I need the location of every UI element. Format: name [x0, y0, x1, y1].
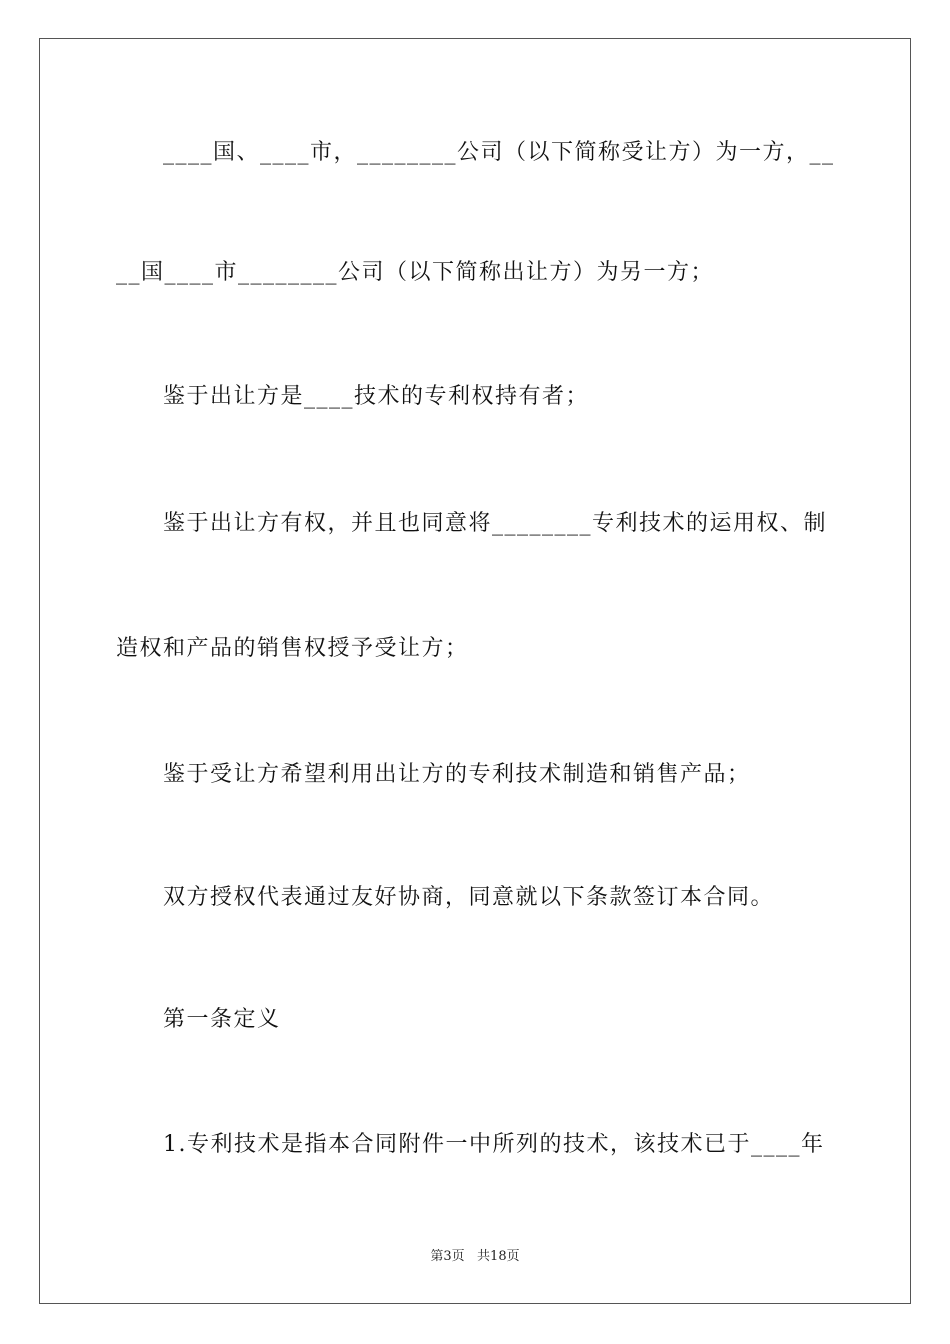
paragraph-line-4: 鉴于出让方有权，并且也同意将________专利技术的运用权、制	[163, 511, 828, 536]
paragraph-line-6: 鉴于受让方希望利用出让方的专利技术制造和销售产品；	[163, 762, 751, 787]
paragraph-line-1: ____国、____市，________公司（以下简称受让方）为一方，__	[163, 140, 835, 165]
paragraph-line-3: 鉴于出让方是____技术的专利权持有者；	[163, 384, 590, 409]
paragraph-line-2: __国____市________公司（以下简称出让方）为另一方；	[116, 260, 715, 285]
paragraph-line-9: 1.专利技术是指本合同附件一中所列的技术，该技术已于____年	[163, 1132, 825, 1157]
section-heading: 第一条定义	[163, 1007, 281, 1032]
paragraph-line-5: 造权和产品的销售权授予受让方；	[116, 636, 469, 661]
paragraph-line-7: 双方授权代表通过友好协商，同意就以下条款签订本合同。	[163, 885, 775, 910]
page-footer: 第3页 共18页	[430, 1249, 520, 1264]
page-border	[39, 38, 911, 1304]
